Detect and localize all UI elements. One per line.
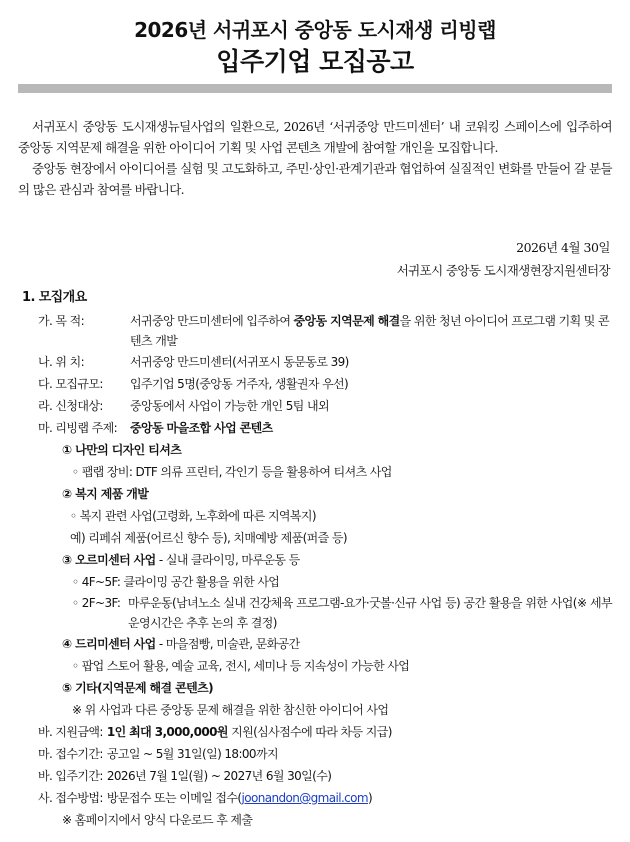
topic-1-detail: ◦ 팹랩 장비: DTF 의류 프린터, 각인기 등을 활용하여 티셔츠 사업 — [72, 465, 392, 479]
scale-row — [22, 373, 612, 395]
topic-5-title: ⑤ 기타(지역문제 해결 콘텐츠) — [62, 681, 213, 695]
topic-3-note: - 실내 클라이밍, 마루운동 등 — [155, 553, 300, 567]
topic-3-title — [22, 549, 612, 571]
topic-2-detail-2: 예) 리페쉬 제품(어르신 향수 등), 치매예방 제품(퍼즐 등) — [70, 531, 347, 545]
residence-period-row — [22, 765, 612, 787]
purpose-text-bold: 중앙동 지역문제 해결 — [293, 314, 400, 328]
purpose-row — [22, 310, 612, 351]
application-method-note: ※ 홈페이지에서 양식 다운로드 후 제출 — [62, 813, 253, 827]
theme-row — [22, 417, 612, 439]
issuing-organization: 서귀포시 중앙동 도시재생현장지원센터장 — [396, 263, 610, 278]
residence-period-label: 바. 입주기간: — [38, 769, 103, 783]
theme-label: 마. 리빙랩 주제: — [38, 421, 118, 435]
intro-paragraph-2: 중앙동 현장에서 아이디어를 실험 및 고도화하고, 주민·상인·관계기관과 협업하여 실질적인 변화를 만들어 갈 분들의 많은 관심과 참여를 바랍니다. — [18, 161, 612, 197]
funding-label: 바. 지원금액: — [38, 725, 103, 739]
topic-3-detail-2-text: 마루운동(남녀노소 실내 건강체육 프로그램-요가·굿볼·신규 사업 등) 공간 활용을 위한 사업(※ 세부 운영시간은 추후 논의 후 결정) — [128, 596, 612, 630]
location-label: 나. 위 치: — [38, 355, 85, 369]
topic-4-title — [22, 633, 612, 655]
application-method-row — [22, 787, 612, 809]
topic-3-title-text: ③ 오르미센터 사업 — [62, 553, 156, 567]
intro-paragraph-1: 서귀포시 중앙동 도시재생뉴딜사업의 일환으로, 2026년 ‘서귀중앙 만드미센터’ 내 코워킹 스페이스에 입주하여 중앙동 지역문제 해결을 위한 아이디어 기획 및 사업 콘텐츠 개발에 참여할 개인을 모집합니다. — [18, 119, 612, 155]
intro-text — [18, 116, 612, 200]
location-value: 서귀중앙 만드미센터(서귀포시 동문동로 39) — [130, 355, 349, 369]
funding-amount: 1인 최대 3,000,000원 — [106, 725, 228, 739]
purpose-label: 가. 목 적: — [38, 314, 85, 328]
scale-value: 입주기업 5명(중앙동 거주자, 생활권자 우선) — [130, 377, 349, 391]
purpose-text-post: 을 위한 청년 아이디어 프로그램 기획 및 콘텐츠 개발 — [130, 314, 610, 348]
topic-3-detail-2-bullet: ◦ 2F~3F: — [72, 596, 121, 610]
topic-1-title: ① 나만의 디자인 티셔츠 — [62, 443, 182, 457]
topic-2-title: ② 복지 제품 개발 — [62, 487, 149, 501]
topic-5-detail: ※ 위 사업과 다른 중앙동 문제 해결을 위한 참신한 아이디어 사업 — [72, 703, 389, 717]
topic-3-detail-2 — [22, 593, 612, 633]
eligibility-value: 중앙동에서 사업이 가능한 개인 5팀 내외 — [130, 399, 329, 413]
eligibility-label: 라. 신청대상: — [38, 399, 103, 413]
topic-4-note: - 마을점빵, 미술관, 문화공간 — [155, 637, 300, 651]
theme-value — [130, 417, 612, 439]
application-method-text: 방문접수 또는 이메일 접수( — [106, 791, 242, 805]
eligibility-row — [22, 395, 612, 417]
topic-3-detail-1: ◦ 4F~5F: 클라이밍 공간 활용을 위한 사업 — [72, 575, 280, 589]
title-divider — [18, 84, 612, 93]
purpose-text-pre: 서귀중앙 만드미센터에 입주하여 — [130, 314, 294, 328]
title-line-2: 입주기업 모집공고 — [216, 47, 414, 76]
theme-value-text: 중앙동 마을조합 사업 콘텐츠 — [130, 421, 273, 435]
topic-4-title-text: ④ 드리미센터 사업 — [62, 637, 156, 651]
application-period-row — [22, 743, 612, 765]
funding-note: 지원(심사점수에 따라 차등 지급) — [227, 725, 392, 739]
application-period-label: 마. 접수기간: — [38, 747, 103, 761]
application-method-value — [107, 787, 612, 809]
section-heading: 1. 모집개요 — [22, 290, 87, 305]
purpose-value — [130, 310, 612, 351]
funding-value — [107, 721, 612, 743]
application-method-close: ) — [368, 791, 373, 805]
email-link[interactable]: joonandon@gmail.com — [241, 791, 369, 805]
application-method-label: 사. 접수방법: — [38, 791, 103, 805]
funding-row — [22, 721, 612, 743]
residence-period-value: 2026년 7월 1일(월) ~ 2027년 6월 30일(수) — [106, 769, 332, 783]
location-row — [22, 351, 612, 373]
title-line-1: 2026년 서귀포시 중앙동 도시재생 리빙랩 — [134, 18, 496, 42]
scale-label: 다. 모집규모: — [38, 377, 103, 391]
announcement-date: 2026년 4월 30일 — [516, 240, 610, 255]
application-period-value: 공고일 ~ 5월 31일(일) 18:00까지 — [106, 747, 278, 761]
topic-2-detail-1: ◦ 복지 관련 사업(고령화, 노후화에 따른 지역복지) — [70, 509, 316, 523]
recruitment-overview — [22, 288, 612, 831]
topic-4-detail: ◦ 팝업 스토어 활용, 예술 교육, 전시, 세미나 등 지속성이 가능한 사업 — [72, 659, 410, 673]
